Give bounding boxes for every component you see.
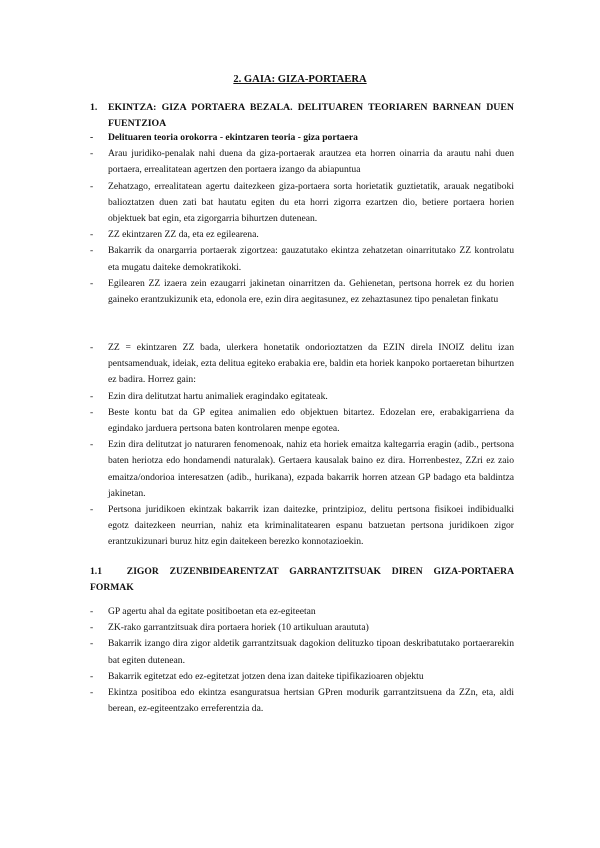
- bullet-list-1: [90, 130, 514, 308]
- list-item: - GP agertu ahal da egitate positiboetan eta ez-egiteetan: [90, 604, 514, 620]
- list-item: - Ezin dira delitutzat hartu animaliek eragindako egitateak.: [90, 389, 514, 405]
- list-item: - Bakarrik da onargarria portaerak zigortzea: gauzatutako ekintza zehatzetan oinarritutako ZZ kontrolatu eta mugatu daiteke demokratikoki.: [90, 243, 514, 275]
- bullet-list-3: [90, 604, 514, 717]
- list-item: - Delituaren teoria orokorra - ekintzaren teoria - giza portaera: [90, 130, 514, 146]
- section-number: 1.1: [90, 566, 102, 577]
- list-item: - ZZ = ekintzaren ZZ bada, ulerkera honetatik ondorioztatzen da EZIN direla INOIZ delitu izan pentsamenduak, ideiak, ezta delitua egiteko erabakia ere, baldin eta horiek kanpoko portaeretan bihurtzen ez badira. Horrez gain:: [90, 340, 514, 389]
- list-item: - Beste kontu bat da GP egitea animalien edo objektuen bitartez. Edozelan ere, erabakigarriena da egindako jarduera pertsona baten kontrolaren menpe egotea.: [90, 405, 514, 437]
- list-item: - Ekintza positiboa edo ekintza esanguratsua hertsian GPren modurik garrantzitsuena da ZZn, eta, aldi berean, ez-egiteentzako erreferentzia da.: [90, 685, 514, 717]
- list-item: - Bakarrik izango dira zigor aldetik garrantzitsuak dagokion delituzko tipoan deskribatutako portaerarekin bat egiten dutenean.: [90, 636, 514, 668]
- list-item: - Pertsona juridikoen ekintzak bakarrik izan daitezke, printzipioz, delitu pertsona fisikoei indibidualki egotz daitezkeen neurrian, nahiz eta kriminalitatearen espanu batzuetan pertsona juridikoen zigor erantzukizunari buruz hitz egin daitekeen berezko konnotazioekin.: [90, 502, 514, 551]
- section-number: 1.: [90, 102, 98, 113]
- section-heading-text: EKINTZA: GIZA PORTAERA BEZALA. DELITUAREN TEORIAREN BARNEAN DUEN FUENTZIOA: [108, 102, 514, 130]
- list-item: - Bakarrik egitetzat edo ez-egitetzat jotzen dena izan daiteke tipifikazioaren objektu: [90, 669, 514, 685]
- list-item: - ZZ ekintzaren ZZ da, eta ez egilearena.: [90, 227, 514, 243]
- page-title: 2. GAIA: GIZA-PORTAERA: [233, 74, 367, 85]
- list-item: - Zehatzago, errealitatean agertu daitezkeen giza-portaera sorta horietatik guztietatik, arauak negatiboki balioztatzen duen zati bat hautatu egiten du eta horri zigorra ezartzen dio, betiere portaera horien objektuek bat egin, eta zigorgarria bihurtzen dutenean.: [90, 179, 514, 228]
- bullet-list-2: [90, 340, 514, 551]
- list-item: - Ezin dira delitutzat jo naturaren fenomenoak, nahiz eta horiek emaitza kaltegarria eragin (adib., pertsona baten heriotza edo hondamendi naturalak). Gertaera kausalak baino ez dira. Horrenbestez, ZZri ez zaio emaitza/ondorioa interesatzen (adib., hurikana), ezpada bakarrik horren atzean GP badago eta baldintza jakinetan.: [90, 437, 514, 502]
- list-item: - Arau juridiko-penalak nahi duena da giza-portaerak arautzea eta horren oinarria da arautu nahi duen portaera, errealitatean agertzen den portaera izango da abiapuntua: [90, 146, 514, 178]
- section-heading-1: [90, 100, 514, 132]
- list-item: - Egilearen ZZ izaera zein ezaugarri jakinetan oinarritzen da. Gehienetan, pertsona horrek ez du horien gaineko erantzukizunik eta, edonola ere, ezin dira aegitasunez, ez zehaztasunez tipo penaletan finkatu: [90, 276, 514, 308]
- section-heading-2: [90, 564, 514, 596]
- list-item: - ZK-rako garrantzitsuak dira portaera horiek (10 artikuluan araututa): [90, 620, 514, 636]
- section-heading-text: ZIGOR ZUZENBIDEARENTZAT GARRANTZITSUAK DIREN GIZA-PORTAERA FORMAK: [90, 566, 514, 594]
